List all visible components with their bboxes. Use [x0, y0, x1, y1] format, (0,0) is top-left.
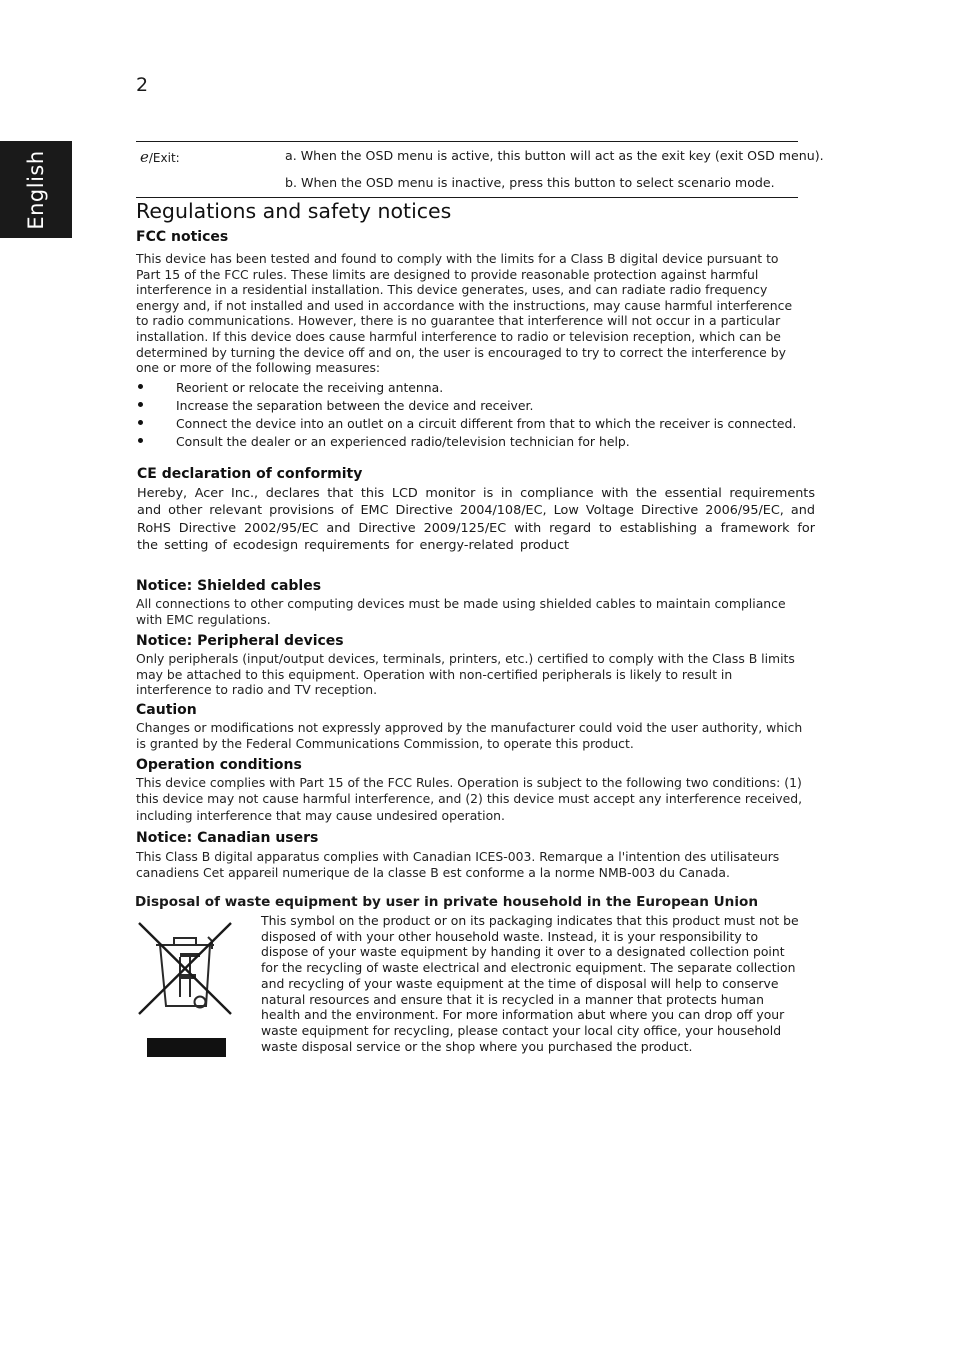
shielded-cables-heading: Notice: Shielded cables	[136, 578, 322, 594]
peripheral-devices-body: Only peripherals (input/output devices, terminals, printers, etc.) certified to comply with the Class B limits may be attached to this equipment. Operation with non-certified peripherals is likely to result in interference to radio and TV reception.	[136, 651, 795, 698]
language-tab-label: English	[24, 149, 48, 230]
canadian-users-body: This Class B digital apparatus complies with Canadian ICES-003. Remarque a l'intention des utilisateurs canadiens Cet appareil numerique de la classe B est conforme a la norme NMB-003 du Canada.	[136, 849, 780, 880]
ce-body: Hereby, Acer Inc., declares that this LCD monitor is in compliance with the essential requirements and other relevant provisions of EMC Directive 2004/108/EC, Low Voltage Directive 2006/95/EC, and RoHS Directive 2002/95/EC and Directive 2009/125/EC with regard to establishing a framework for the setting of ecodesign requirements for energy-related product	[137, 486, 815, 553]
fcc-measures-list	[136, 379, 816, 451]
empowering-key-icon: e	[140, 148, 149, 166]
fcc-body: This device has been tested and found to comply with the limits for a Class B digital device pursuant to Part 15 of the FCC rules. These limits are designed to provide reasonable protection against harmful interference in a residential installation. This device generates, uses, and can radiate radio frequency energy and, if not installed and used in accordance with the instructions, may cause harmful interference to radio communications. However, there is no guarantee that interference will not occur in a particular installation. If this device does cause harmful interference to radio or television reception, which can be determined by turning the device off and on, the user is encouraged to try to correct the interference by one or more of the following measures:	[136, 251, 793, 376]
page-number: 2	[136, 74, 149, 96]
list-item: Connect the device into an outlet on a circuit different from that to which the receiver is connected.	[136, 415, 816, 433]
fcc-heading: FCC notices	[136, 229, 229, 245]
operation-conditions-heading: Operation conditions	[136, 757, 302, 773]
caution-body: Changes or modifications not expressly approved by the manufacturer could void the user authority, which is granted by the Federal Communications Commission, to operate this product.	[136, 720, 803, 751]
operation-conditions-body: This device complies with Part 15 of the FCC Rules. Operation is subject to the following two conditions: (1) this device may not cause harmful interference, and (2) this device must accept any interference received, including interference that may cause undesired operation.	[136, 775, 803, 823]
shielded-cables-body: All connections to other computing devices must be made using shielded cables to maintain compliance with EMC regulations.	[136, 596, 786, 627]
ce-heading: CE declaration of conformity	[137, 466, 363, 482]
peripheral-devices-heading: Notice: Peripheral devices	[136, 633, 344, 649]
key-description-table	[136, 141, 824, 198]
disposal-body: This symbol on the product or on its packaging indicates that this product must not be disposed of with your other household waste. Instead, it is your responsibility to dispose of your waste equipment by handing it over to a designated collection point for the recycling of waste electrical and electronic equipment. The separate collection and recycling of your waste equipment at the time of disposal will help to conserve natural resources and ensure that it is recycled in a manner that protects human health and the environment. For more information abut where you can drop off your waste equipment for recycling, please contact your local city office, your household waste disposal service or the shop where you purchased the product.	[261, 913, 799, 1054]
exit-key-label	[140, 148, 180, 166]
crossed-out-wheelie-bin-icon	[136, 917, 234, 1059]
disposal-heading: Disposal of waste equipment by user in private household in the European Union	[135, 894, 759, 910]
canadian-users-heading: Notice: Canadian users	[136, 830, 319, 846]
list-item: Increase the separation between the device and receiver.	[136, 397, 816, 415]
list-item: Reorient or relocate the receiving antenna.	[136, 379, 816, 397]
section-title: Regulations and safety notices	[136, 199, 452, 223]
list-item: Consult the dealer or an experienced radio/television technician for help.	[136, 433, 816, 451]
exit-key-description-b: b. When the OSD menu is inactive, press this button to select scenario mode.	[285, 175, 775, 190]
caution-heading: Caution	[136, 702, 197, 718]
language-tab	[0, 141, 72, 238]
exit-key-description-a: a. When the OSD menu is active, this button will act as the exit key (exit OSD menu).	[285, 148, 824, 163]
exit-key-text: /Exit:	[148, 151, 180, 165]
